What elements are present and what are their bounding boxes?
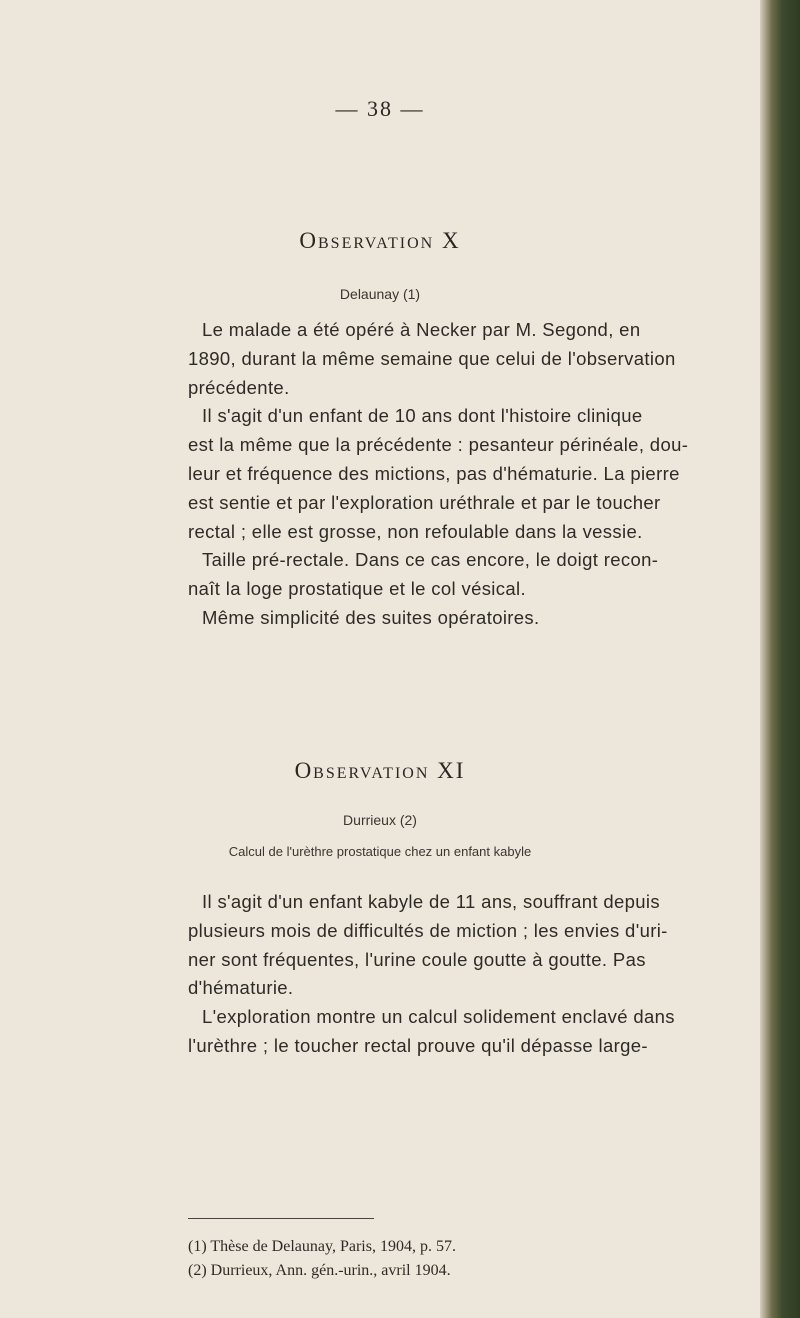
observation-x-author: Delaunay (1) — [339, 286, 421, 302]
text-line: Il s'agit d'un enfant kabyle de 11 ans, souffrant depuis — [202, 891, 660, 912]
text-line: Il s'agit d'un enfant de 10 ans dont l'histoire clinique — [202, 405, 643, 427]
observation-xi-subtitle: Calcul de l'urèthre prostatique chez un enfant kabyle — [228, 844, 532, 859]
text-line: est la même que la précédente : pesanteur périnéale, dou- — [188, 434, 689, 456]
observation-xi-text — [188, 888, 678, 1061]
text-line: l'urèthre ; le toucher rectal prouve qu'il dépasse large- — [188, 1034, 648, 1056]
text-line: d'hématurie. — [188, 977, 294, 999]
text-line: leur et fréquence des mictions, pas d'hématurie. La pierre — [188, 462, 680, 484]
observation-xi-author: Durrieux (2) — [343, 812, 417, 828]
footnote-1: (1) Thèse de Delaunay, Paris, 1904, p. 57. — [188, 1238, 456, 1255]
text-line: plusieurs mois de difficultés de miction ; les envies d'uri- — [188, 919, 668, 941]
page-number: — 38 — — [335, 96, 425, 121]
text-line: rectal ; elle est grosse, non refoulable dans la vessie. — [188, 520, 643, 542]
footnote-rule — [188, 1218, 374, 1219]
text-line: Le malade a été opéré à Necker par M. Segond, en — [202, 319, 641, 340]
text-line: précédente. — [188, 376, 290, 398]
text-line: ner sont fréquentes, l'urine coule goutte à goutte. Pas — [188, 948, 646, 970]
text-line: Taille pré-rectale. Dans ce cas encore, le doigt recon- — [202, 549, 659, 571]
observation-x-text — [188, 316, 689, 633]
footnote-2: (2) Durrieux, Ann. gén.-urin., avril 1904. — [188, 1262, 451, 1279]
text-line: 1890, durant la même semaine que celui de l'observation — [188, 347, 676, 369]
text-line: naît la loge prostatique et le col vésical. — [188, 578, 526, 600]
page-edge — [760, 0, 800, 1318]
observation-xi-title: Observation XI — [294, 758, 466, 783]
observation-x-title: Observation X — [299, 228, 461, 253]
text-line: est sentie et par l'exploration uréthrale et par le toucher — [188, 491, 661, 513]
text-line: Même simplicité des suites opératoires. — [202, 606, 540, 628]
text-line: L'exploration montre un calcul solidement enclavé dans — [202, 1006, 675, 1028]
